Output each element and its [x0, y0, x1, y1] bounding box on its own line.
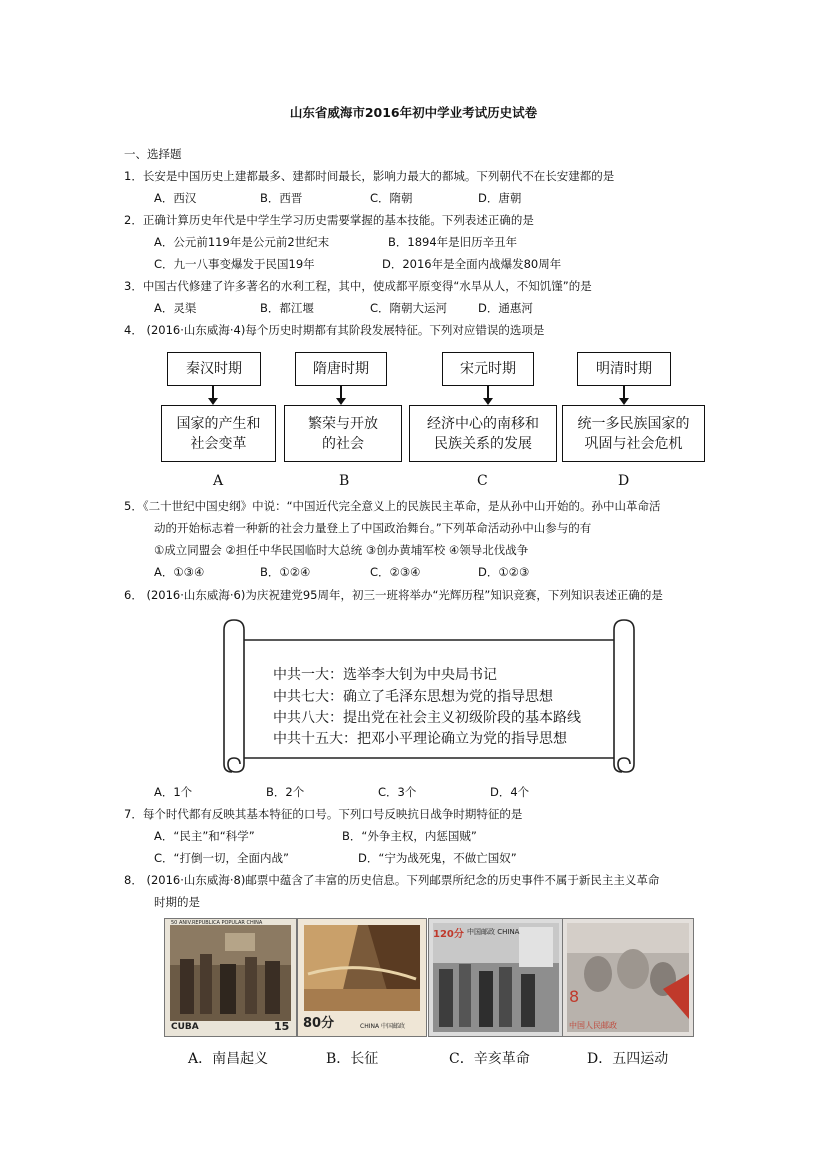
feature-c-line2: 民族关系的发展 — [434, 435, 532, 452]
question-1-stem: 1．长安是中国历史上建都最多、建都时间最长，影响力最大的都城。下列朝代不在长安建都的是 — [124, 169, 615, 183]
q1-option-d[interactable]: D．唐朝 — [478, 191, 522, 205]
stamp-d-image[interactable] — [562, 918, 694, 1037]
q3-option-b[interactable]: B．都江堰 — [260, 301, 314, 315]
stamp-c-value: 120分 — [433, 929, 464, 940]
feature-box-c — [409, 405, 557, 462]
q1-option-a[interactable]: A．西汉 — [154, 191, 197, 205]
q4-label-d[interactable]: D — [618, 473, 630, 489]
scroll-line-4: 中共十五大：把邓小平理论确立为党的指导思想 — [273, 731, 567, 747]
q5-option-a[interactable]: A．①③④ — [154, 565, 205, 579]
feature-c-line1: 经济中心的南移和 — [427, 415, 539, 432]
stamp-a-value: 15 — [274, 1020, 290, 1033]
q4-label-a[interactable]: A — [213, 473, 224, 489]
arrow-down-icon — [340, 386, 342, 399]
scroll-line-1: 中共一大：选举李大钊为中央局书记 — [273, 667, 497, 683]
q4-label-b[interactable]: B — [339, 473, 350, 489]
scroll-line-3: 中共八大：提出党在社会主义初级阶段的基本路线 — [273, 710, 581, 726]
q1-option-c[interactable]: C．隋朝 — [370, 191, 413, 205]
q2-option-c[interactable]: C．九一八事变爆发于民国19年 — [154, 257, 315, 271]
stamp-d-value: 8 — [569, 987, 580, 1006]
stamp-a-image[interactable] — [164, 918, 297, 1037]
q1-option-b[interactable]: B．西晋 — [260, 191, 303, 205]
scroll-line-2: 中共七大：确立了毛泽东思想为党的指导思想 — [273, 689, 553, 705]
arrow-down-icon — [487, 386, 489, 399]
q3-option-c[interactable]: C．隋朝大运河 — [370, 301, 448, 315]
stamp-c-image[interactable] — [428, 918, 564, 1037]
stamp-a-country: CUBA — [171, 1022, 199, 1032]
question-7-stem: 7．每个时代都有反映其基本特征的口号。下列口号反映抗日战争时期特征的是 — [124, 807, 523, 821]
stamp-b-label[interactable]: B．长征 — [326, 1051, 379, 1067]
stamp-d-label[interactable]: D．五四运动 — [587, 1051, 669, 1067]
q5-option-c[interactable]: C．②③④ — [370, 565, 421, 579]
page-title: 山东省威海市2016年初中学业考试历史试卷 — [289, 105, 538, 120]
feature-a-line2: 社会变革 — [190, 435, 247, 452]
q6-option-a[interactable]: A．1个 — [154, 785, 193, 799]
period-box-sui-tang: 隋唐时期 — [295, 352, 387, 386]
q7-option-c[interactable]: C．“打倒一切，全面内战” — [154, 851, 289, 865]
q2-option-b[interactable]: B．1894年是旧历辛丑年 — [388, 235, 518, 249]
feature-b-line2: 的社会 — [322, 435, 364, 452]
q7-option-a[interactable]: A．“民主”和“科学” — [154, 829, 255, 843]
q6-option-b[interactable]: B．2个 — [266, 785, 305, 799]
stamp-a-label[interactable]: A．南昌起义 — [188, 1051, 269, 1067]
feature-d-line1: 统一多民族国家的 — [577, 415, 690, 432]
stamp-a-header: 50 ANIV.REPUBLICA POPULAR CHINA — [171, 920, 263, 926]
arrow-down-icon — [212, 386, 214, 399]
feature-a-line1: 国家的产生和 — [176, 415, 261, 432]
question-8-stem-line2: 时期的是 — [154, 895, 200, 909]
q2-option-d[interactable]: D．2016年是全面内战爆发80周年 — [382, 257, 562, 271]
period-box-qin-han: 秦汉时期 — [167, 352, 261, 386]
question-5-items: ①成立同盟会 ②担任中华民国临时大总统 ③创办黄埔军校 ④领导北伐战争 — [154, 543, 529, 557]
feature-d-line2: 巩固与社会危机 — [584, 435, 683, 452]
period-box-ming-qing: 明清时期 — [577, 352, 671, 386]
feature-box-d — [562, 405, 705, 462]
q3-option-d[interactable]: D．通惠河 — [478, 301, 533, 315]
q7-option-b[interactable]: B．“外争主权，内惩国贼” — [342, 829, 477, 843]
arrow-down-icon — [623, 386, 625, 399]
period-box-song-yuan: 宋元时期 — [442, 352, 534, 386]
q6-option-d[interactable]: D．4个 — [490, 785, 530, 799]
feature-b-line1: 繁荣与开放 — [308, 415, 378, 432]
feature-box-a — [161, 405, 276, 462]
feature-box-b — [284, 405, 402, 462]
question-8-stem-line1: 8． (2016·山东威海·8)邮票中蕴含了丰富的历史信息。下列邮票所纪念的历史事件不属于新民主主义革命 — [124, 873, 660, 887]
q7-option-d[interactable]: D．“宁为战死鬼，不做亡国奴” — [358, 851, 517, 865]
question-2-stem: 2．正确计算历史年代是中学生学习历史需要掌握的基本技能。下列表述正确的是 — [124, 213, 534, 227]
question-5-stem-line1: 5．《二十世纪中国史纲》中说：“中国近代完全意义上的民族民主革命，是从孙中山开始的。孙中山革命活 — [124, 499, 661, 513]
q5-option-b[interactable]: B．①②④ — [260, 565, 311, 579]
question-6-stem: 6． (2016·山东威海·6)为庆祝建党95周年，初三一班将举办“光辉历程”知识竞赛，下列知识表述正确的是 — [124, 588, 663, 602]
stamp-b-value: 80分 — [303, 1016, 335, 1031]
q6-option-c[interactable]: C．3个 — [378, 785, 417, 799]
stamp-b-image[interactable] — [297, 918, 427, 1037]
section-heading: 一、选择题 — [124, 147, 182, 161]
stamp-c-header: 中国邮政 CHINA — [467, 928, 520, 936]
stamp-d-country: 中国人民邮政 — [569, 1021, 617, 1030]
question-4-stem: 4． (2016·山东威海·4)每个历史时期都有其阶段发展特征。下列对应错误的选项是 — [124, 323, 545, 337]
question-3-stem: 3．中国古代修建了许多著名的水利工程，其中，使成都平原变得“水旱从人，不知饥馑”的是 — [124, 279, 592, 293]
q2-option-a[interactable]: A．公元前119年是公元前2世纪末 — [154, 235, 330, 249]
question-5-stem-line2: 动的开始标志着一种新的社会力量登上了中国政治舞台。”下列革命活动孙中山参与的有 — [154, 521, 592, 535]
stamp-c-label[interactable]: C．辛亥革命 — [449, 1051, 530, 1067]
q3-option-a[interactable]: A．灵渠 — [154, 301, 197, 315]
q5-option-d[interactable]: D．①②③ — [478, 565, 530, 579]
stamp-b-country: CHINA 中国邮政 — [360, 1023, 405, 1030]
q4-label-c[interactable]: C — [477, 473, 488, 489]
